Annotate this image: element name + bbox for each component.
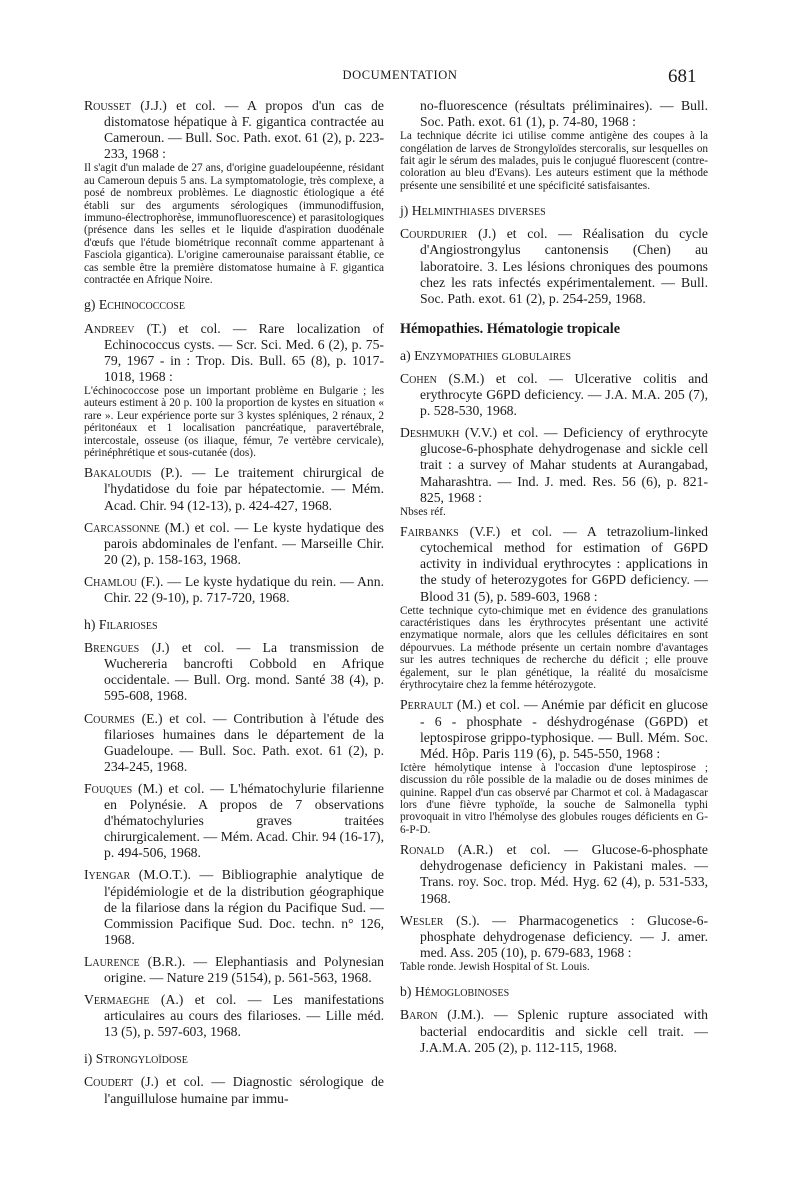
citation: [84, 954, 384, 986]
section-letter: i): [84, 1051, 93, 1067]
page-number: 681: [668, 66, 697, 87]
citation: [400, 371, 708, 419]
citation-text: (V.F.) et col. — A tetrazolium-linked cytochemical method for estimation of G6PD activity in individual erythrocytes : applications in the study of heterozygotes for G6PD deficiency. — Blood 31 (5), p. 589-603, 1968 :: [420, 524, 708, 604]
citation-text: (B.R.). — Elephantiasis and Polynesian origine. — Nature 219 (5154), p. 561-563, 1968.: [104, 953, 384, 985]
abstract-note: Ictère hémolytique intense à l'occasion d'une leptospirose ; discussion du rôle possible de la maladie ou de doses minimes de quinine. Rappel d'un cas observé par Charmot et col. à Madagascar lors d'une fièvre typhoïde, la souche de Salmonella typhi provoquait in vitro l'hémolyse des globules rouges déficients en G-6-P-D.: [400, 761, 708, 836]
abstract-note: Il s'agit d'un malade de 27 ans, d'origine guadeloupéenne, résidant au Cameroun depuis 5 ans. La symptomatologie, très complexe, a posé de nombreux problèmes. Le diagnostic étiologique a été établi sur des arguments sérologiques (immunodiffusion, immuno-électrophorèse, immunofluorescence) et parasitologiques (présence dans les selles et le liquide d'aspiration duodénale d'œufs que l'étude biométrique reconnaît comme appartenant à Fasciola gigantica). L'origine camerounaise paraissant établie, ce cas semble être la première distomatose humaine à F. gigantica contractée en Afrique Noire.: [84, 162, 384, 287]
section-title: Echinococcose: [98, 297, 185, 313]
bibliography-entry: [400, 98, 708, 192]
author-name: Baron: [400, 1007, 438, 1023]
citation: [84, 321, 384, 385]
section-title: Strongyloïdose: [95, 1051, 188, 1067]
citation-text: (A.R.) et col. — Glucose-6-phosphate dehydrogenase deficiency in Pakistani males. — Trans. roy. Soc. trop. Méd. Hyg. 62 (4), p. 531-533, 1968.: [420, 842, 708, 906]
bibliography-entry: [400, 425, 708, 518]
citation: [400, 226, 708, 306]
citation: [400, 842, 708, 906]
citation-text: (M.) et col. — Le kyste hydatique des parois abdominales de l'enfant. — Marseille Chir. 20 (2), p. 158-163, 1968.: [104, 519, 384, 567]
bibliography-entry: [84, 711, 384, 775]
author-name: Bakaloudis: [84, 465, 152, 481]
bibliography-entry: [400, 371, 708, 419]
section-letter: b): [400, 984, 412, 1000]
author-name: Vermaeghe: [84, 992, 150, 1008]
author-name: Fairbanks: [400, 524, 459, 540]
citation-text: (J.) et col. — Réalisation du cycle d'Angiostrongylus cantonensis (Chen) au laboratoire. 3. Les lésions chroniques des poumons chez les rats infectés expérimentalement. — Bull. Soc. Path. exot. 61 (2), p. 254-259, 1968.: [420, 226, 708, 306]
citation: [400, 98, 708, 130]
author-name: Fouques: [84, 780, 133, 796]
citation: [84, 781, 384, 861]
author-name: Brengues: [84, 640, 140, 656]
section-heading: [400, 203, 708, 219]
citation-text: (T.) et col. — Rare localization of Echinococcus cysts. — Scr. Sci. Med. 6 (2), p. 75-79, 1967 - in : Trop. Dis. Bull. 65 (8), p. 1017-1018, 1968 :: [104, 320, 384, 384]
abstract-note: Table ronde. Jewish Hospital of St. Louis.: [400, 960, 590, 973]
citation-text: (J.M.). — Splenic rupture associated with bacterial endocarditis and sickle cell trait. — J.A.M.A. 205 (2), p. 112-115, 1968.: [420, 1007, 708, 1055]
abstract-note: Cette technique cyto-chimique met en évidence des granulations caractéristiques dans les érythrocytes présentant une activité enzymatique normale, alors que les cellules déficitaires en sont dépourvues. La méthode présente un certain nombre d'avantages sur les autres techniques de recherche du déficit ; elle prouve également, sur le plan génétique, la réalité du mosaïcisme érythrocytaire chez la femme hétérozygote.: [400, 604, 708, 692]
bibliography-entry: [400, 913, 708, 974]
abstract-note: Nbses réf.: [400, 505, 446, 518]
citation: [400, 425, 708, 505]
bibliography-entry: [84, 321, 384, 460]
major-heading: Hémopathies. Hématologie tropicale: [400, 320, 620, 337]
citation: [400, 913, 708, 961]
citation-text: (J.) et col. — La transmission de Wuchereria bancrofti Cobbold en Afrique occidentale. — Bull. Org. mond. Santé 38 (4), p. 595-608, 1968.: [104, 640, 384, 704]
citation: [400, 524, 708, 604]
citation-text: no-fluorescence (résultats préliminaires). — Bull. Soc. Path. exot. 61 (1), p. 74-80, 1968 :: [420, 98, 708, 130]
author-name: Iyengar: [84, 867, 131, 883]
running-head: DOCUMENTATION: [342, 68, 458, 82]
section-heading: [400, 348, 708, 364]
author-name: Perrault: [400, 697, 453, 713]
section-heading: [84, 1051, 384, 1067]
bibliography-entry: [400, 524, 708, 691]
citation-text: (M.) et col. — L'hématochylurie filarienne en Polynésie. A propos de 7 observations d'hématochyluries graves traitées chirurgicalement. — Mém. Acad. Chir. 94 (16-17), p. 494-506, 1968.: [104, 780, 384, 861]
section-letter: j): [400, 203, 409, 219]
section-title: Hémoglobinoses: [414, 984, 510, 1000]
author-name: Cohen: [400, 370, 437, 386]
bibliography-entry: [84, 781, 384, 861]
author-name: Wesler: [400, 912, 444, 928]
abstract-note: La technique décrite ici utilise comme antigène des coupes à la congélation de larves de Strongyloïdes stercoralis, sur lesquelles on fait agir le sérum des malades, puis le conjugué fluorescent (contre-coloration au bleu d'Evans). Les auteurs estiment que la méthode présente une sensibilité et une spécificité satisfaisantes.: [400, 130, 708, 192]
section-title: Enzymopathies globulaires: [414, 347, 572, 363]
section-heading: [400, 984, 708, 1000]
author-name: Laurence: [84, 953, 140, 969]
citation-text: (F.). — Le kyste hydatique du rein. — Ann. Chir. 22 (9-10), p. 717-720, 1968.: [104, 573, 384, 605]
left-column: [84, 98, 384, 1113]
bibliography-entry: [84, 1074, 384, 1106]
author-name: Ronald: [400, 842, 445, 858]
bibliography-entry: [84, 992, 384, 1040]
section-heading: [84, 297, 384, 313]
citation: [400, 1007, 708, 1055]
bibliography-entry: [84, 574, 384, 606]
section-title: Filarioses: [98, 617, 158, 633]
citation-text: (S.M.) et col. — Ulcerative colitis and erythrocyte G6PD deficiency. — J.A. M.A. 205 (7), p. 528-530, 1968.: [420, 370, 708, 419]
bibliography-entry: [84, 640, 384, 704]
citation-text: (M.O.T.). — Bibliographie analytique de l'épidémiologie et de la distribution géographique de la filariose dans la région du Pacifique Sud. — Commission Pacifique Sud. Doc. techn. n° 126, 1968.: [104, 867, 384, 947]
right-column: [400, 98, 708, 1062]
citation: [84, 98, 384, 162]
citation: [84, 711, 384, 775]
citation: [84, 867, 384, 947]
author-name: Deshmukh: [400, 425, 460, 441]
author-name: Rousset: [84, 98, 131, 113]
bibliography-entry: [84, 954, 384, 986]
section-heading: [84, 617, 384, 633]
author-name: Chamlou: [84, 573, 138, 589]
bibliography-entry: [400, 1007, 708, 1055]
author-name: Carcassonne: [84, 519, 160, 535]
citation-text: (E.) et col. — Contribution à l'étude des filarioses humaines dans le département de la Guadeloupe. — Bull. Soc. Path. exot. 61 (2), p. 234-245, 1968.: [104, 710, 384, 774]
author-name: Coudert: [84, 1074, 134, 1090]
citation: [84, 520, 384, 568]
citation: [84, 465, 384, 513]
section-letter: g): [84, 297, 96, 313]
citation: [84, 640, 384, 704]
citation: [84, 574, 384, 606]
bibliography-entry: [400, 226, 708, 306]
citation-text: (J.J.) et col. — A propos d'un cas de distomatose hépatique à F. gigantica contractée au Cameroun. — Bull. Soc. Path. exot. 61 (2), p. 223-233, 1968 :: [104, 98, 384, 162]
author-name: Andreev: [84, 320, 135, 336]
citation-text: (A.) et col. — Les manifestations articulaires au cours des filarioses. — Lille méd. 13 (5), p. 597-603, 1968.: [104, 992, 384, 1040]
citation-text: (V.V.) et col. — Deficiency of erythrocyte glucose-6-phosphate dehydrogenase and sickle cell trait : a survey of Mahar students at Aurangabad, Maharashtra. — Ind. J. med. Res. 56 (6), p. 821-825, 1968 :: [420, 425, 708, 505]
citation-text: (J.) et col. — Diagnostic sérologique de l'anguillulose humaine par immu-: [104, 1074, 384, 1106]
bibliography-entry: [400, 842, 708, 906]
author-name: Courdurier: [400, 226, 468, 242]
citation-text: (S.). — Pharmacogenetics : Glucose-6-phosphate dehydrogenase deficiency. — J. amer. med. Ass. 205 (10), p. 679-683, 1968 :: [420, 912, 708, 960]
citation: [400, 697, 708, 761]
section-title: Helminthiases diverses: [411, 203, 546, 219]
bibliography-entry: [400, 697, 708, 836]
page-header: [0, 66, 800, 90]
citation: [84, 992, 384, 1040]
bibliography-entry: [84, 867, 384, 947]
citation-text: (M.) et col. — Anémie par déficit en glucose - 6 - phosphate - déshydrogénase (G6PD) et leptospirose grippo-typhosique. — Bull. Mém. Soc. Méd. Hôp. Paris 119 (6), p. 545-550, 1968 :: [420, 697, 708, 761]
abstract-note: L'échinococcose pose un important problème en Bulgarie ; les auteurs estiment à 20 p. 100 la proportion de kystes en situation « rare ». Leur expérience porte sur 3 kystes spléniques, 2 rénaux, 2 péritonéaux et 1 localisation pancréatique, paravertébrale, intercostale, osseuse (os iliaque, fémur, 7e vertèbre cervicale), périnéphrétique et sous-cutanée (dos).: [84, 384, 384, 459]
author-name: Courmes: [84, 710, 135, 726]
bibliography-entry: [84, 520, 384, 568]
section-letter: a): [400, 347, 411, 363]
bibliography-entry: [84, 98, 384, 286]
bibliography-entry: [84, 465, 384, 513]
citation: [84, 1074, 384, 1106]
citation-text: (P.). — Le traitement chirurgical de l'hydatidose du foie par hépatectomie. — Mém. Acad. Chir. 94 (12-13), p. 424-427, 1968.: [104, 465, 384, 513]
section-letter: h): [84, 617, 96, 633]
